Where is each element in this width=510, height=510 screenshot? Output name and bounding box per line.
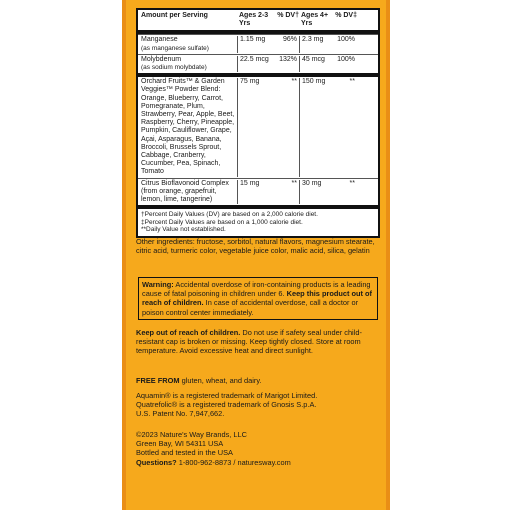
bottled-in: Bottled and tested in the USA: [136, 448, 233, 458]
amount-b: 2.3 mg: [299, 36, 331, 52]
copyright: ©2023 Nature's Way Brands, LLC: [136, 430, 247, 439]
facts-header: [138, 10, 378, 34]
iron-warning-box: [138, 277, 378, 320]
amount-b: 30 mg: [299, 180, 331, 205]
trademarks: [136, 391, 376, 419]
other-ingredients: Other ingredients: fructose, sorbitol, natural flavors, magnesium stearate, citric acid, turmeric color, vegetable juice color, malic acid, silica, gelatin: [136, 237, 375, 256]
questions-bold: Questions?: [136, 457, 177, 467]
header-dv-a: % DV†: [277, 12, 299, 19]
storage-instructions: [136, 328, 376, 356]
header-dv-b: % DV‡: [335, 12, 357, 19]
warning-text-2: In case of accidental overdose, call a doctor or poison control center immediately.: [142, 298, 359, 317]
amount-b: 150 mg: [299, 78, 331, 176]
product-label: [126, 0, 386, 510]
address: Green Bay, WI 54311 USA: [136, 439, 224, 449]
amount-a: 75 mg: [237, 78, 277, 176]
free-from-text: gluten, wheat, and dairy.: [179, 376, 262, 385]
amount-a: 1.15 mg: [237, 36, 277, 52]
questions-line: [136, 458, 376, 467]
dv-b: 100%: [337, 36, 355, 44]
dv-b: **: [349, 78, 355, 86]
nutrient-source: Orange, Blueberry, Carrot, Pomegranate, Plum, Strawberry, Pear, Apple, Beet, Raspberry, Cherry, Pineapple, Pumpkin, Cauliflower, Grape, Açai, Asparagus, Banana, Broccoli, Brussels Sprout, Cabbage, Cranberry, Cucumber, Pea, Spinach, Tomato: [141, 94, 235, 176]
warning-lead: Warning:: [142, 280, 174, 289]
supplement-facts-table: [136, 8, 380, 238]
dv-a: 96%: [282, 36, 297, 44]
dv-a: **: [291, 78, 297, 86]
dv-a: **: [291, 179, 297, 187]
nutrient-name: Molybdenum: [141, 55, 182, 63]
questions-contact: 1-800-962-8873 / naturesway.com: [176, 457, 291, 467]
dv-b: **: [349, 179, 355, 187]
bottle-edge-right: [386, 0, 390, 510]
warning-text: Accidental overdose of iron-containing products is a leading cause of fatal poisoning in children under 6.: [142, 280, 371, 299]
nutrient-name: Manganese: [141, 36, 178, 44]
free-from-bold: FREE FROM: [136, 376, 180, 385]
nutrient-name: Orchard Fruits™ & Garden Veggies™ Powder Blend:: [141, 78, 225, 94]
table-row: [138, 54, 378, 73]
dv-b: 100%: [337, 55, 355, 63]
header-ages-b: Ages 4+ Yrs: [301, 12, 329, 28]
amount-a: 22.5 mcg: [237, 56, 277, 72]
trademark-line: Quatrefolic® is a registered trademark of Gnosis S.p.A.: [136, 400, 317, 410]
company-info: [136, 430, 376, 467]
amount-a: 15 mg: [237, 180, 277, 205]
facts-footnotes: [138, 205, 378, 236]
keep-out-bold: Keep out of reach of children.: [136, 328, 241, 337]
nutrient-source: (from orange, grapefruit, lemon, lime, tangerine): [141, 187, 217, 204]
dv-a: 132%: [279, 55, 297, 63]
footnote: ‡Percent Daily Values are based on a 1,000 calorie diet.: [141, 218, 303, 226]
table-row: [138, 178, 378, 206]
nutrient-name: Citrus Bioflavonoid Complex: [141, 179, 229, 187]
table-row: [138, 73, 378, 177]
header-ages-a: Ages 2-3 Yrs: [239, 12, 269, 28]
keep-out-text: Do not use if safety seal under child-resistant cap is broken or missing. Keep tightly closed. Store at room temperature. Avoid excessive heat and direct sunlight.: [136, 328, 362, 356]
table-row: [138, 34, 378, 53]
trademark-line: Aquamin® is a registered trademark of Marigot Limited.: [136, 391, 318, 400]
warning-bold: Keep this product out of reach of children.: [142, 289, 373, 308]
amount-b: 45 mcg: [299, 56, 331, 72]
nutrient-source: (as manganese sulfate): [141, 44, 209, 52]
header-amount: Amount per Serving: [141, 12, 208, 19]
trademark-line: U.S. Patent No. 7,947,662.: [136, 409, 225, 419]
free-from: [136, 376, 376, 385]
footnote: †Percent Daily Values (DV) are based on a 2,000 calorie diet.: [141, 211, 318, 219]
nutrient-source: (as sodium molybdate): [141, 64, 207, 72]
footnote: **Daily Value not established.: [141, 226, 226, 234]
